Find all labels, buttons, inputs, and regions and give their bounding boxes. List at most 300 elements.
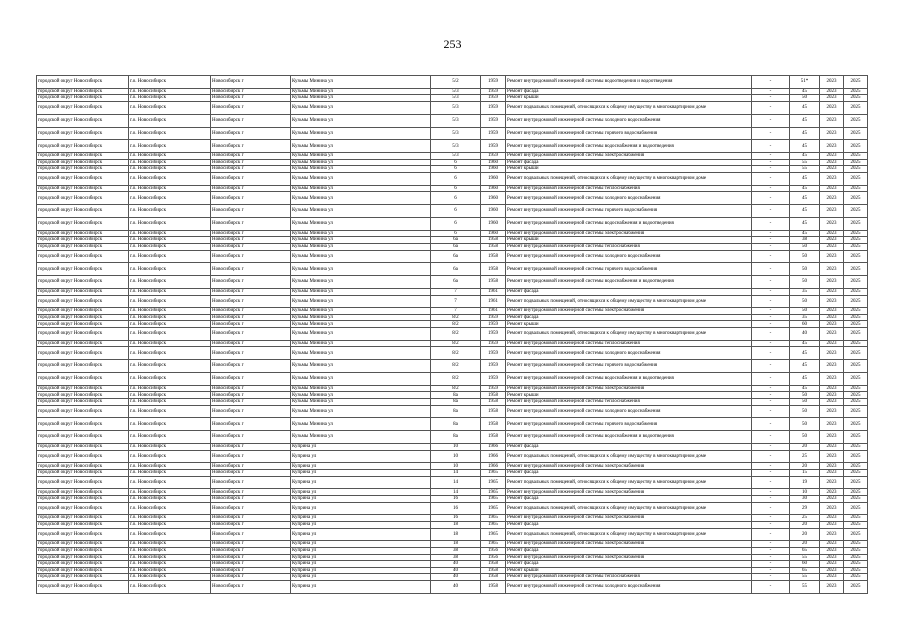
table-row: [37, 385, 868, 392]
table-cell-work: Ремонт внутридомовой инженерной системы теплоснабжения: [506, 185, 752, 192]
table-row: [37, 444, 868, 451]
table-cell-street: Куприна ул: [291, 476, 431, 489]
table-cell-year: 1959: [481, 360, 506, 373]
table-cell-house: 5/3: [431, 95, 481, 102]
table-cell-value: 50: [790, 431, 820, 444]
table-cell-value: 50: [790, 295, 820, 308]
table-cell-street: Кузьмы Минина ул: [291, 288, 431, 295]
table-cell-year: 1960: [481, 159, 506, 166]
table-cell-district: городской округ Новосибирск: [37, 166, 129, 173]
table-cell-district: городской округ Новосибирск: [37, 153, 129, 160]
table-cell-value: 55: [790, 166, 820, 173]
table-cell-plan_start: 2023: [820, 114, 844, 127]
table-cell-city: Новосибирск г: [211, 502, 291, 515]
table-cell-year: 1960: [481, 166, 506, 173]
table-cell-year: 1958: [481, 580, 506, 593]
table-cell-year: 1961: [481, 288, 506, 295]
table-cell-plan_start: 2023: [820, 360, 844, 373]
table-cell-street: Кузьмы Минина ул: [291, 88, 431, 95]
table-cell-house: 6а: [431, 243, 481, 250]
table-cell-plan_end: 2025: [844, 405, 868, 418]
table-cell-city: Новосибирск г: [211, 463, 291, 470]
table-cell-city: Новосибирск г: [211, 515, 291, 522]
table-cell-value: 55: [790, 580, 820, 593]
table-cell-house: 18: [431, 528, 481, 541]
table-row: [37, 276, 868, 289]
table-cell-district: городской округ Новосибирск: [37, 470, 129, 477]
table-cell-district: городской округ Новосибирск: [37, 385, 129, 392]
table-cell-plan_end: 2025: [844, 521, 868, 528]
table-cell-settlement: г.о. Новосибирск: [129, 399, 211, 406]
table-cell-house: 6а: [431, 250, 481, 263]
table-cell-city: Новосибирск г: [211, 340, 291, 347]
table-row: [37, 328, 868, 341]
table-cell-street: Куприна ул: [291, 528, 431, 541]
repair-schedule-table: [36, 75, 868, 594]
table-cell-house: 6: [431, 172, 481, 185]
table-cell-plan_start: 2023: [820, 340, 844, 347]
table-cell-house: 38: [431, 554, 481, 561]
table-cell-street: Кузьмы Минина ул: [291, 328, 431, 341]
table-cell-district: городской округ Новосибирск: [37, 561, 129, 568]
table-row: [37, 166, 868, 173]
table-cell-plan_end: 2025: [844, 140, 868, 153]
table-cell-city: Новосибирск г: [211, 314, 291, 321]
table-cell-work: Ремонт внутридомовой инженерной системы горячего водоснабжения: [506, 205, 752, 218]
table-cell-plan_end: 2025: [844, 205, 868, 218]
table-row: [37, 405, 868, 418]
table-row: [37, 450, 868, 463]
table-cell-district: городской округ Новосибирск: [37, 276, 129, 289]
table-cell-settlement: г.о. Новосибирск: [129, 347, 211, 360]
table-cell-city: Новосибирск г: [211, 230, 291, 237]
table-cell-city: Новосибирск г: [211, 399, 291, 406]
table-cell-plan_end: 2025: [844, 528, 868, 541]
table-cell-plan_end: 2025: [844, 431, 868, 444]
table-cell-work: Ремонт внутридомовой инженерной системы холодного водоснабжения: [506, 405, 752, 418]
table-cell-settlement: г.о. Новосибирск: [129, 159, 211, 166]
table-cell-mark: -: [752, 431, 790, 444]
table-cell-city: Новосибирск г: [211, 528, 291, 541]
table-cell-house: 8/2: [431, 314, 481, 321]
table-cell-house: 38: [431, 547, 481, 554]
table-cell-district: городской округ Новосибирск: [37, 237, 129, 244]
table-cell-value: 25: [790, 450, 820, 463]
table-cell-value: 45: [790, 127, 820, 140]
table-cell-house: 8а: [431, 431, 481, 444]
table-cell-year: 1966: [481, 463, 506, 470]
table-cell-year: 1960: [481, 230, 506, 237]
table-cell-settlement: г.о. Новосибирск: [129, 528, 211, 541]
table-cell-mark: -: [752, 153, 790, 160]
table-cell-year: 1958: [481, 418, 506, 431]
table-row: [37, 547, 868, 554]
table-cell-value: 15: [790, 470, 820, 477]
table-cell-plan_end: 2025: [844, 476, 868, 489]
table-cell-house: 8/2: [431, 347, 481, 360]
table-cell-city: Новосибирск г: [211, 385, 291, 392]
table-cell-street: Кузьмы Минина ул: [291, 418, 431, 431]
table-cell-value: 55: [790, 554, 820, 561]
table-cell-plan_end: 2025: [844, 574, 868, 581]
table-cell-plan_end: 2025: [844, 340, 868, 347]
table-cell-street: Кузьмы Минина ул: [291, 321, 431, 328]
table-cell-settlement: г.о. Новосибирск: [129, 328, 211, 341]
table-cell-settlement: г.о. Новосибирск: [129, 392, 211, 399]
table-row: [37, 418, 868, 431]
table-cell-work: Ремонт подвальных помещений, относящихся к общему имуществу в многоквартирном доме: [506, 172, 752, 185]
table-cell-year: 1958: [481, 561, 506, 568]
table-cell-mark: -: [752, 392, 790, 399]
table-cell-city: Новосибирск г: [211, 295, 291, 308]
table-cell-settlement: г.о. Новосибирск: [129, 95, 211, 102]
table-cell-street: Кузьмы Минина ул: [291, 205, 431, 218]
table-cell-settlement: г.о. Новосибирск: [129, 172, 211, 185]
table-cell-work: Ремонт подвальных помещений, относящихся к общему имуществу в многоквартирном доме: [506, 476, 752, 489]
table-cell-work: Ремонт внутридомовой инженерной системы холодного водоснабжения: [506, 250, 752, 263]
table-cell-value: 45: [790, 114, 820, 127]
table-cell-work: Ремонт внутридомовой инженерной системы водоснабжения и водоотведения: [506, 140, 752, 153]
table-cell-city: Новосибирск г: [211, 418, 291, 431]
table-cell-value: 55: [790, 574, 820, 581]
table-cell-house: 5/3: [431, 88, 481, 95]
table-cell-work: Ремонт внутридомовой инженерной системы электроснабжения: [506, 230, 752, 237]
table-cell-street: Кузьмы Минина ул: [291, 153, 431, 160]
table-cell-value: 50: [790, 276, 820, 289]
table-body: [37, 76, 868, 594]
table-cell-work: Ремонт внутридомовой инженерной системы электроснабжения: [506, 463, 752, 470]
table-cell-city: Новосибирск г: [211, 250, 291, 263]
table-cell-plan_start: 2023: [820, 321, 844, 328]
table-cell-plan_start: 2023: [820, 521, 844, 528]
table-cell-plan_start: 2023: [820, 230, 844, 237]
table-cell-city: Новосибирск г: [211, 159, 291, 166]
table-cell-house: 14: [431, 470, 481, 477]
table-cell-mark: -: [752, 95, 790, 102]
table-cell-plan_end: 2025: [844, 276, 868, 289]
table-cell-value: 60: [790, 321, 820, 328]
table-cell-work: Ремонт внутридомовой инженерной системы холодного водоснабжения: [506, 114, 752, 127]
table-cell-settlement: г.о. Новосибирск: [129, 101, 211, 114]
table-cell-street: Кузьмы Минина ул: [291, 385, 431, 392]
table-cell-street: Кузьмы Минина ул: [291, 308, 431, 315]
table-cell-plan_start: 2023: [820, 127, 844, 140]
table-cell-work: Ремонт внутридомовой инженерной системы электроснабжения: [506, 554, 752, 561]
table-cell-plan_start: 2023: [820, 541, 844, 548]
table-cell-city: Новосибирск г: [211, 373, 291, 386]
table-cell-street: Куприна ул: [291, 470, 431, 477]
table-cell-house: 6а: [431, 263, 481, 276]
table-row: [37, 321, 868, 328]
table-cell-plan_end: 2025: [844, 321, 868, 328]
table-cell-year: 1965: [481, 515, 506, 522]
table-row: [37, 476, 868, 489]
table-cell-year: 1959: [481, 385, 506, 392]
table-cell-settlement: г.о. Новосибирск: [129, 127, 211, 140]
table-row: [37, 76, 868, 89]
table-cell-work: Ремонт крыши: [506, 95, 752, 102]
table-cell-year: 1965: [481, 496, 506, 503]
table-cell-house: 10: [431, 444, 481, 451]
table-cell-city: Новосибирск г: [211, 166, 291, 173]
table-cell-house: 6: [431, 159, 481, 166]
table-cell-mark: -: [752, 373, 790, 386]
table-cell-value: 10: [790, 489, 820, 496]
table-cell-district: городской округ Новосибирск: [37, 405, 129, 418]
table-cell-city: Новосибирск г: [211, 153, 291, 160]
table-cell-city: Новосибирск г: [211, 567, 291, 574]
table-cell-value: 65: [790, 547, 820, 554]
table-cell-mark: -: [752, 205, 790, 218]
table-cell-plan_start: 2023: [820, 418, 844, 431]
table-cell-plan_start: 2023: [820, 385, 844, 392]
table-row: [37, 463, 868, 470]
table-cell-year: 1966: [481, 444, 506, 451]
table-cell-district: городской округ Новосибирск: [37, 574, 129, 581]
table-cell-plan_end: 2025: [844, 470, 868, 477]
table-cell-mark: -: [752, 308, 790, 315]
table-cell-plan_start: 2023: [820, 547, 844, 554]
table-cell-house: 6: [431, 185, 481, 192]
table-cell-plan_end: 2025: [844, 496, 868, 503]
table-cell-house: 8а: [431, 418, 481, 431]
table-cell-year: 1965: [481, 470, 506, 477]
table-cell-mark: -: [752, 172, 790, 185]
table-cell-street: Кузьмы Минина ул: [291, 217, 431, 230]
table-cell-work: Ремонт внутридомовой инженерной системы водоснабжения и водоотведения: [506, 431, 752, 444]
table-cell-city: Новосибирск г: [211, 541, 291, 548]
table-row: [37, 159, 868, 166]
table-cell-mark: -: [752, 561, 790, 568]
table-cell-plan_start: 2023: [820, 347, 844, 360]
table-cell-district: городской округ Новосибирск: [37, 95, 129, 102]
table-cell-district: городской округ Новосибирск: [37, 399, 129, 406]
table-cell-plan_end: 2025: [844, 489, 868, 496]
table-cell-plan_start: 2023: [820, 450, 844, 463]
table-cell-value: 45: [790, 360, 820, 373]
table-cell-city: Новосибирск г: [211, 405, 291, 418]
table-cell-district: городской округ Новосибирск: [37, 295, 129, 308]
table-cell-house: 40: [431, 580, 481, 593]
table-cell-mark: -: [752, 489, 790, 496]
table-cell-plan_start: 2023: [820, 288, 844, 295]
table-cell-district: городской округ Новосибирск: [37, 418, 129, 431]
table-cell-house: 6: [431, 217, 481, 230]
table-cell-city: Новосибирск г: [211, 450, 291, 463]
table-cell-district: городской округ Новосибирск: [37, 515, 129, 522]
table-cell-street: Кузьмы Минина ул: [291, 399, 431, 406]
table-cell-plan_end: 2025: [844, 399, 868, 406]
table-cell-settlement: г.о. Новосибирск: [129, 373, 211, 386]
table-cell-city: Новосибирск г: [211, 127, 291, 140]
table-cell-city: Новосибирск г: [211, 431, 291, 444]
table-cell-value: 45: [790, 217, 820, 230]
table-cell-settlement: г.о. Новосибирск: [129, 295, 211, 308]
table-cell-work: Ремонт крыши: [506, 166, 752, 173]
table-cell-street: Куприна ул: [291, 502, 431, 515]
table-cell-value: 20: [790, 463, 820, 470]
table-cell-year: 1956: [481, 547, 506, 554]
table-cell-mark: -: [752, 444, 790, 451]
table-cell-plan_end: 2025: [844, 347, 868, 360]
table-cell-district: городской округ Новосибирск: [37, 172, 129, 185]
table-cell-plan_end: 2025: [844, 328, 868, 341]
table-cell-settlement: г.о. Новосибирск: [129, 237, 211, 244]
table-cell-district: городской округ Новосибирск: [37, 217, 129, 230]
table-cell-settlement: г.о. Новосибирск: [129, 580, 211, 593]
table-cell-settlement: г.о. Новосибирск: [129, 405, 211, 418]
table-cell-plan_end: 2025: [844, 127, 868, 140]
table-row: [37, 243, 868, 250]
table-cell-house: 16: [431, 502, 481, 515]
table-cell-street: Куприна ул: [291, 567, 431, 574]
table-cell-street: Кузьмы Минина ул: [291, 237, 431, 244]
table-cell-street: Кузьмы Минина ул: [291, 373, 431, 386]
table-cell-settlement: г.о. Новосибирск: [129, 561, 211, 568]
page-number: 253: [443, 37, 462, 51]
table-cell-district: городской округ Новосибирск: [37, 431, 129, 444]
table-cell-mark: -: [752, 347, 790, 360]
table-cell-value: 29: [790, 502, 820, 515]
table-cell-plan_start: 2023: [820, 276, 844, 289]
table-cell-work: Ремонт крыши: [506, 237, 752, 244]
table-cell-street: Кузьмы Минина ул: [291, 76, 431, 89]
table-cell-work: Ремонт внутридомовой инженерной системы горячего водоснабжения: [506, 418, 752, 431]
table-row: [37, 172, 868, 185]
table-cell-value: 55: [790, 159, 820, 166]
table-cell-mark: -: [752, 476, 790, 489]
table-cell-mark: -: [752, 567, 790, 574]
table-cell-house: 40: [431, 567, 481, 574]
table-cell-street: Куприна ул: [291, 463, 431, 470]
table-cell-plan_end: 2025: [844, 502, 868, 515]
table-cell-value: 35: [790, 314, 820, 321]
table-cell-settlement: г.о. Новосибирск: [129, 250, 211, 263]
table-cell-city: Новосибирск г: [211, 185, 291, 192]
table-cell-mark: -: [752, 127, 790, 140]
table-row: [37, 230, 868, 237]
table-row: [37, 88, 868, 95]
table-cell-value: 45: [790, 153, 820, 160]
table-row: [37, 574, 868, 581]
table-cell-mark: -: [752, 217, 790, 230]
table-cell-street: Кузьмы Минина ул: [291, 159, 431, 166]
table-cell-city: Новосибирск г: [211, 114, 291, 127]
table-cell-house: 8/2: [431, 360, 481, 373]
table-cell-plan_start: 2023: [820, 502, 844, 515]
table-cell-district: городской округ Новосибирск: [37, 360, 129, 373]
table-cell-house: 8/2: [431, 321, 481, 328]
table-cell-mark: -: [752, 528, 790, 541]
table-cell-mark: -: [752, 243, 790, 250]
table-cell-street: Куприна ул: [291, 541, 431, 548]
table-cell-house: 5/3: [431, 101, 481, 114]
table-cell-house: 5/2: [431, 76, 481, 89]
table-cell-district: городской округ Новосибирск: [37, 88, 129, 95]
table-cell-district: городской округ Новосибирск: [37, 554, 129, 561]
table-cell-street: Куприна ул: [291, 489, 431, 496]
table-row: [37, 431, 868, 444]
table-cell-year: 1960: [481, 217, 506, 230]
table-cell-plan_end: 2025: [844, 561, 868, 568]
table-cell-work: Ремонт внутридомовой инженерной системы водоснабжения и водоотведения: [506, 217, 752, 230]
table-cell-settlement: г.о. Новосибирск: [129, 192, 211, 205]
table-cell-settlement: г.о. Новосибирск: [129, 470, 211, 477]
table-cell-plan_start: 2023: [820, 205, 844, 218]
table-cell-street: Куприна ул: [291, 444, 431, 451]
table-cell-year: 1958: [481, 276, 506, 289]
table-cell-year: 1965: [481, 528, 506, 541]
table-cell-mark: -: [752, 496, 790, 503]
table-cell-district: городской округ Новосибирск: [37, 528, 129, 541]
table-row: [37, 192, 868, 205]
table-cell-mark: -: [752, 399, 790, 406]
table-cell-value: 60: [790, 561, 820, 568]
table-cell-year: 1961: [481, 295, 506, 308]
table-row: [37, 250, 868, 263]
table-row: [37, 295, 868, 308]
table-cell-value: 45: [790, 347, 820, 360]
table-cell-mark: -: [752, 276, 790, 289]
table-cell-work: Ремонт внутридомовой инженерной системы холодного водоснабжения: [506, 192, 752, 205]
table-row: [37, 399, 868, 406]
table-cell-street: Куприна ул: [291, 574, 431, 581]
table-cell-district: городской округ Новосибирск: [37, 328, 129, 341]
table-cell-city: Новосибирск г: [211, 205, 291, 218]
table-cell-plan_start: 2023: [820, 561, 844, 568]
table-cell-district: городской округ Новосибирск: [37, 243, 129, 250]
table-cell-work: Ремонт подвальных помещений, относящихся к общему имуществу в многоквартирном доме: [506, 450, 752, 463]
table-cell-year: 1960: [481, 205, 506, 218]
table-cell-plan_end: 2025: [844, 547, 868, 554]
table-cell-street: Кузьмы Минина ул: [291, 250, 431, 263]
table-cell-work: Ремонт фасада: [506, 547, 752, 554]
table-cell-district: городской округ Новосибирск: [37, 101, 129, 114]
table-row: [37, 561, 868, 568]
table-cell-year: 1959: [481, 321, 506, 328]
table-row: [37, 373, 868, 386]
table-cell-work: Ремонт фасада: [506, 444, 752, 451]
table-row: [37, 140, 868, 153]
table-cell-work: Ремонт внутридомовой инженерной системы электроснабжения: [506, 541, 752, 548]
table-cell-year: 1960: [481, 172, 506, 185]
table-cell-mark: -: [752, 554, 790, 561]
table-cell-mark: -: [752, 159, 790, 166]
table-cell-value: 50: [790, 263, 820, 276]
table-cell-mark: -: [752, 88, 790, 95]
table-cell-settlement: г.о. Новосибирск: [129, 385, 211, 392]
table-cell-work: Ремонт фасада: [506, 314, 752, 321]
table-cell-plan_end: 2025: [844, 515, 868, 522]
table-cell-work: Ремонт внутридомовой инженерной системы водоснабжения и водоотведения: [506, 276, 752, 289]
table-cell-plan_end: 2025: [844, 314, 868, 321]
table-cell-plan_end: 2025: [844, 450, 868, 463]
table-row: [37, 502, 868, 515]
table-cell-year: 1958: [481, 567, 506, 574]
table-cell-value: 45: [790, 385, 820, 392]
table-cell-plan_start: 2023: [820, 567, 844, 574]
table-cell-house: 7: [431, 308, 481, 315]
table-cell-street: Кузьмы Минина ул: [291, 276, 431, 289]
table-cell-value: 45: [790, 230, 820, 237]
table-cell-year: 1959: [481, 328, 506, 341]
table-cell-work: Ремонт фасада: [506, 288, 752, 295]
table-cell-plan_end: 2025: [844, 373, 868, 386]
table-cell-plan_start: 2023: [820, 392, 844, 399]
table-row: [37, 347, 868, 360]
table-cell-district: городской округ Новосибирск: [37, 159, 129, 166]
table-cell-city: Новосибирск г: [211, 321, 291, 328]
